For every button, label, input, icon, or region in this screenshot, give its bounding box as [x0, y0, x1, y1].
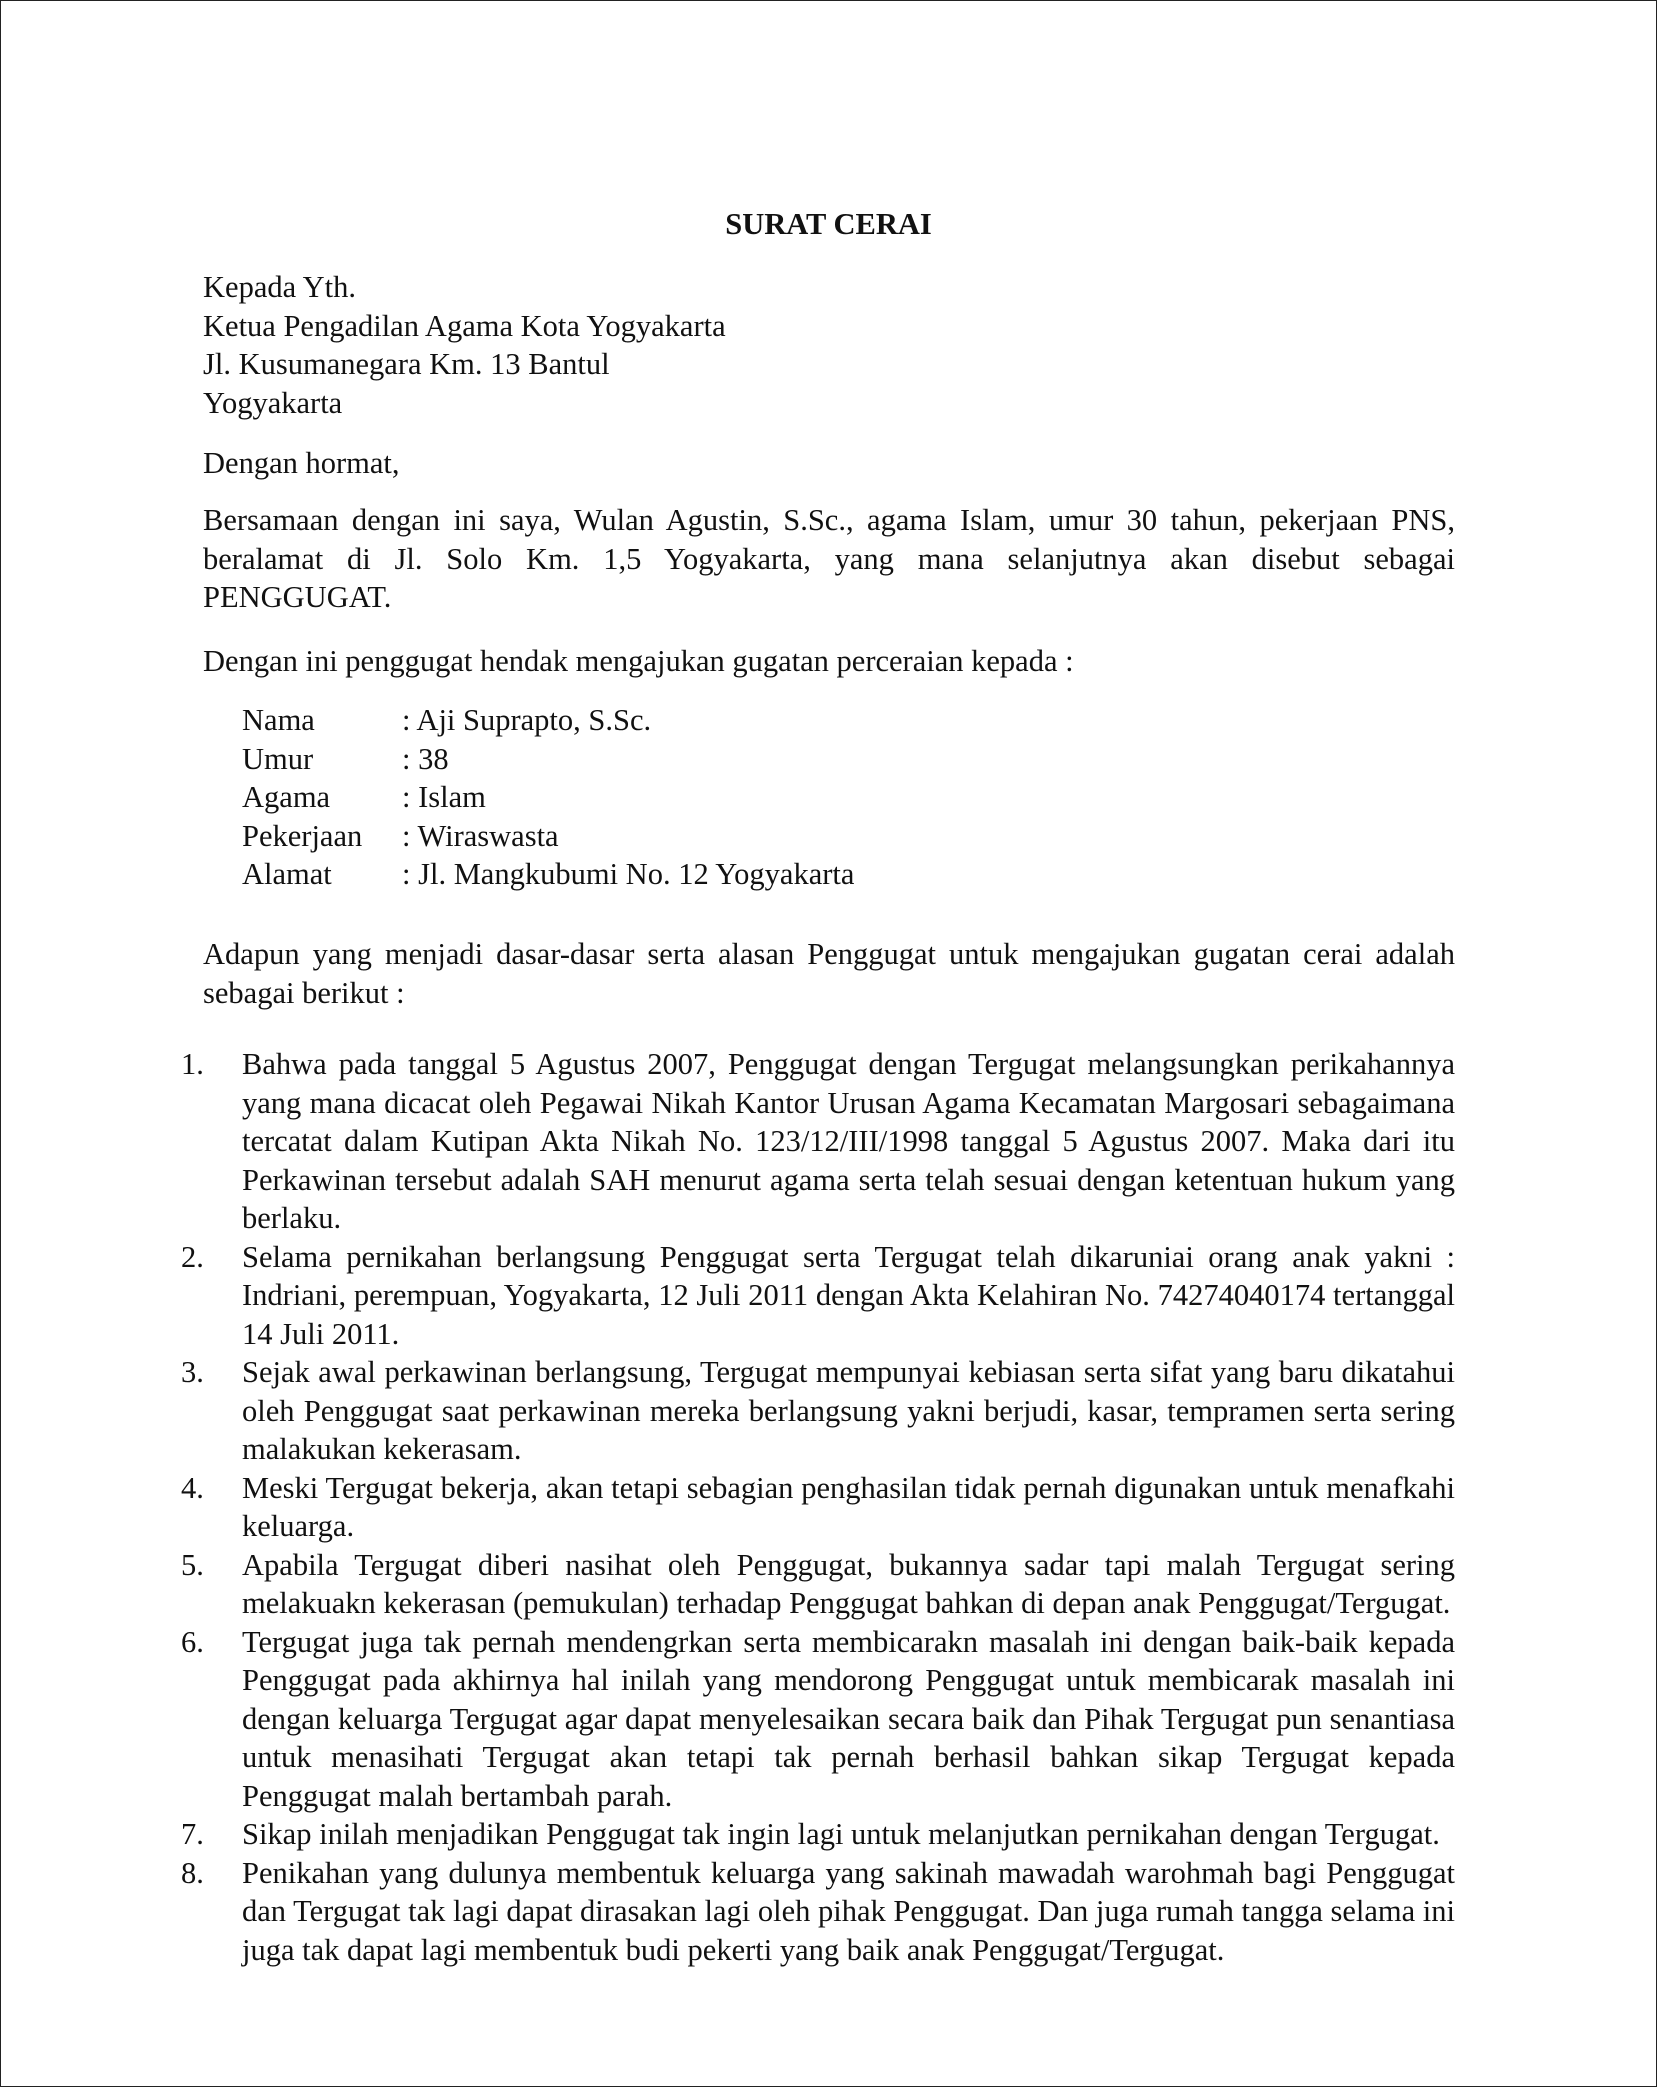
list-item-number: 2.: [181, 1239, 204, 1274]
list-item-number: 8.: [181, 1855, 204, 1890]
list-item: [181, 1546, 1455, 1623]
list-item-number: 5.: [181, 1547, 204, 1582]
list-item-text: Meski Tergugat bekerja, akan tetapi sebagian penghasilan tidak pernah digunakan untuk menafkahi keluarga.: [242, 1470, 1455, 1543]
recipient-line: Jl. Kusumanegara Km. 13 Bantul: [203, 347, 610, 381]
greeting: Dengan hormat,: [203, 446, 400, 480]
list-item-number: 3.: [181, 1355, 204, 1389]
list-item: [181, 1469, 1455, 1546]
defendant-row: [242, 740, 854, 779]
list-item-number: 1.: [181, 1047, 204, 1081]
recipient-line: Yogyakarta: [203, 385, 343, 420]
defendant-label: Agama: [242, 780, 331, 814]
defendant-details: [242, 701, 854, 894]
defendant-value: : Islam: [402, 780, 486, 814]
defendant-value: : Jl. Mangkubumi No. 12 Yogyakarta: [402, 857, 855, 891]
list-item: [181, 1045, 1455, 1238]
defendant-row: [242, 855, 854, 894]
recipient-line: Ketua Pengadilan Agama Kota Yogyakarta: [203, 308, 726, 343]
defendant-label: Pekerjaan: [242, 818, 363, 853]
list-item-text: Sikap inilah menjadikan Penggugat tak ingin lagi untuk melanjutkan pernikahan dengan Tergugat.: [242, 1817, 1440, 1851]
reasons-list: [181, 1045, 1455, 1969]
defendant-label: Nama: [242, 703, 315, 737]
defendant-label: Alamat: [242, 857, 332, 891]
defendant-row: [242, 778, 854, 817]
defendant-row: [242, 817, 854, 856]
list-item: [181, 1815, 1455, 1854]
defendant-label: Umur: [242, 741, 314, 776]
defendant-value: : Aji Suprapto, S.Sc.: [402, 703, 652, 737]
document-title: SURAT CERAI: [725, 207, 932, 241]
list-item-text: Sejak awal perkawinan berlangsung, Tergugat mempunyai kebiasan serta sifat yang baru dikatahui oleh Penggugat saat perkawinan mereka berlangsung yakni berjudi, kasar, tempramen serta sering malakukan kekerasam.: [242, 1355, 1455, 1466]
list-item: [181, 1353, 1455, 1469]
list-item-number: 7.: [181, 1817, 204, 1851]
recipient-line: Kepada Yth.: [203, 270, 357, 304]
intro-paragraph: Bersamaan dengan ini saya, Wulan Agustin, S.Sc., agama Islam, umur 30 tahun, pekerjaan PNS, beralamat di Jl. Solo Km. 1,5 Yogyakarta, yang mana selanjutnya akan disebut sebagai PENGGUGAT.: [203, 503, 1455, 614]
list-item-text: Apabila Tergugat diberi nasihat oleh Penggugat, bukannya sadar tapi malah Tergugat sering melakuakn kekerasan (pemukulan) terhadap Penggugat bahkan di depan anak Penggugat/Tergugat.: [242, 1547, 1455, 1620]
list-item-text: Selama pernikahan berlangsung Penggugat serta Tergugat telah dikaruniai orang anak yakni : Indriani, perempuan, Yogyakarta, 12 Juli 2011 dengan Akta Kelahiran No. 74274040174 tertanggal 14 Juli 2011.: [242, 1239, 1455, 1351]
list-item-number: 4.: [181, 1470, 204, 1505]
list-item-text: Tergugat juga tak pernah mendengrkan serta membicarakn masalah ini dengan baik-baik kepada Penggugat pada akhirnya hal inilah yang mendorong Penggugat untuk membicarak masalah ini dengan keluarga Tergugat agar dapat menyelesaikan secara baik dan Pihak Tergugat pun senantiasa untuk menasihati Tergugat akan tetapi tak pernah berhasil bahkan sikap Tergugat kepada Penggugat malah bertambah parah.: [242, 1624, 1455, 1813]
list-item: [181, 1854, 1455, 1970]
list-item-text: Bahwa pada tanggal 5 Agustus 2007, Penggugat dengan Tergugat melangsungkan perikahannya yang mana dicacat oleh Pegawai Nikah Kantor Urusan Agama Kecamatan Margosari sebagaimana tercatat dalam Kutipan Akta Nikah No. 123/12/III/1998 tanggal 5 Agustus 2007. Maka dari itu Perkawinan tersebut adalah SAH menurut agama serta telah sesuai dengan ketentuan hukum yang berlaku.: [242, 1047, 1455, 1235]
recipient-address: [203, 268, 1455, 422]
lead-paragraph: Dengan ini penggugat hendak mengajukan gugatan perceraian kepada :: [203, 644, 1074, 678]
list-item-number: 6.: [181, 1624, 204, 1659]
defendant-value: : Wiraswasta: [402, 818, 559, 853]
basis-paragraph: Adapun yang menjadi dasar-dasar serta alasan Penggugat untuk mengajukan gugatan cerai adalah sebagai berikut :: [203, 937, 1455, 1010]
list-item: [181, 1623, 1455, 1816]
defendant-row: [242, 701, 854, 740]
defendant-value: : 38: [402, 741, 449, 776]
list-item-text: Penikahan yang dulunya membentuk keluarga yang sakinah mawadah warohmah bagi Penggugat dan Tergugat tak lagi dapat dirasakan lagi oleh pihak Penggugat. Dan juga rumah tangga selama ini juga tak dapat lagi membentuk budi pekerti yang baik anak Penggugat/Tergugat.: [242, 1855, 1455, 1967]
list-item: [181, 1238, 1455, 1354]
